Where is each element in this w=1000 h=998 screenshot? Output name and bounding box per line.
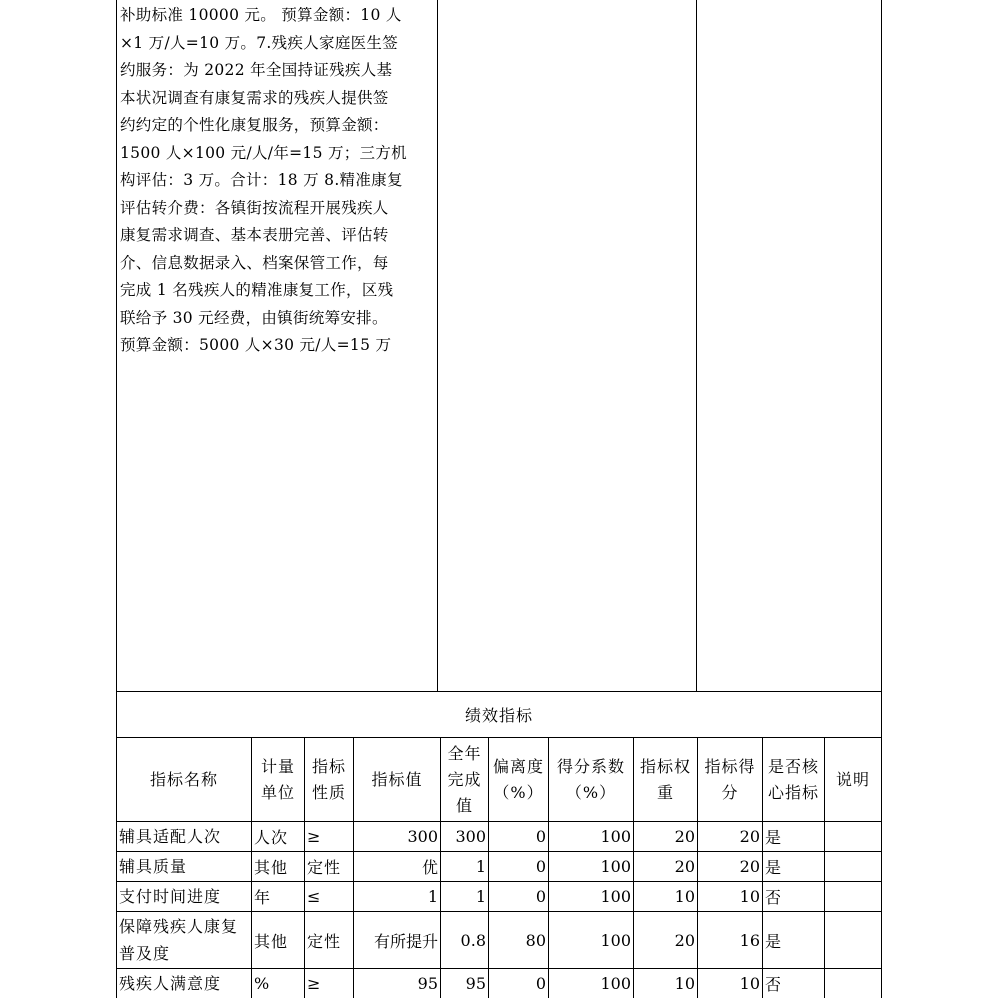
header-line: 分 bbox=[721, 782, 739, 802]
cell-target: 优 bbox=[421, 858, 438, 877]
cell-core: 否 bbox=[765, 888, 783, 907]
cell-core: 否 bbox=[765, 975, 783, 994]
cell-target: 1 bbox=[427, 887, 438, 906]
cell-deviation: 80 bbox=[525, 930, 546, 950]
header-line: （%） bbox=[565, 782, 617, 802]
cell-score: 16 bbox=[739, 930, 760, 950]
description-line: 评估转介费：各镇街按流程开展残疾人 bbox=[120, 198, 389, 217]
cell-note bbox=[825, 969, 881, 998]
cell-actual: 0.8 bbox=[460, 930, 486, 950]
cell-weight: 20 bbox=[674, 930, 695, 950]
cell-coefficient: 100 bbox=[600, 857, 631, 876]
cell-name bbox=[117, 882, 251, 911]
cell-coefficient: 100 bbox=[600, 974, 631, 993]
cell-unit: % bbox=[254, 974, 271, 993]
cell-nature: ≥ bbox=[307, 827, 322, 846]
description-line: 约约定的个性化康复服务，预算金额： bbox=[120, 116, 389, 134]
cell-nature: ≤ bbox=[307, 887, 322, 906]
description-line: 康复需求调查、基本表册完善、评估转 bbox=[120, 226, 389, 244]
section-title: 绩效指标 bbox=[464, 706, 533, 725]
description-line: 补助标准 10000 元。 预算金额：10 人 bbox=[120, 6, 402, 24]
cell-core: 是 bbox=[765, 931, 783, 951]
header-name bbox=[117, 738, 251, 821]
cell-note bbox=[825, 912, 881, 968]
header-nature bbox=[305, 738, 353, 821]
cell-score: 20 bbox=[739, 827, 760, 846]
cell-deviation: 0 bbox=[535, 974, 546, 993]
indicator-name-line: 残疾人满意度 bbox=[119, 974, 222, 993]
cell-name bbox=[117, 822, 251, 851]
header-line: 全年 bbox=[447, 743, 482, 763]
indicator-name-line: 辅具适配人次 bbox=[119, 827, 222, 846]
header-line: 值 bbox=[455, 795, 473, 815]
cell-unit: 人次 bbox=[254, 828, 289, 847]
cell-note bbox=[825, 852, 881, 881]
header-score bbox=[698, 738, 762, 821]
header-unit bbox=[252, 738, 304, 821]
header-weight bbox=[634, 738, 697, 821]
divider-upper-2 bbox=[696, 0, 697, 692]
header-line: 指标值 bbox=[371, 769, 423, 789]
header-line: （%） bbox=[493, 782, 544, 802]
header-actual bbox=[441, 738, 488, 821]
header-line: 是否核 bbox=[767, 756, 819, 776]
header-line: 偏离度 bbox=[492, 756, 544, 776]
cell-note bbox=[825, 822, 881, 851]
budget-description bbox=[120, 2, 436, 360]
header-line: 单位 bbox=[260, 782, 295, 802]
cell-unit: 其他 bbox=[254, 858, 289, 877]
header-deviation bbox=[489, 738, 548, 821]
cell-actual: 1 bbox=[475, 857, 486, 876]
cell-unit: 年 bbox=[254, 888, 272, 907]
cell-weight: 10 bbox=[674, 887, 695, 906]
cell-actual: 1 bbox=[475, 887, 486, 906]
cell-note bbox=[825, 882, 881, 911]
header-line: 指标 bbox=[311, 756, 346, 776]
divider-upper-1 bbox=[437, 0, 438, 692]
cell-actual: 300 bbox=[455, 827, 486, 846]
border-right bbox=[881, 0, 882, 998]
header-coefficient bbox=[549, 738, 633, 821]
header-target bbox=[354, 738, 440, 821]
cell-name bbox=[117, 852, 251, 881]
header-line: 指标权 bbox=[639, 756, 691, 776]
cell-weight: 10 bbox=[674, 974, 695, 993]
cell-score: 10 bbox=[739, 974, 760, 993]
cell-score: 20 bbox=[739, 857, 760, 876]
cell-score: 10 bbox=[739, 887, 760, 906]
cell-deviation: 0 bbox=[535, 827, 546, 846]
cell-unit: 其他 bbox=[254, 931, 289, 951]
cell-weight: 20 bbox=[674, 827, 695, 846]
cell-actual: 95 bbox=[465, 974, 486, 993]
description-line: 预算金额：5000 人×30 元/人=15 万 bbox=[120, 336, 392, 354]
cell-name bbox=[117, 969, 251, 998]
description-line: 约服务：为 2022 年全国持证残疾人基 bbox=[120, 61, 393, 79]
cell-target: 有所提升 bbox=[373, 931, 438, 951]
description-line: 联给予 30 元经费，由镇街统筹安排。 bbox=[120, 308, 388, 327]
cell-deviation: 0 bbox=[535, 857, 546, 876]
indicator-name-line: 保障残疾人康复 bbox=[119, 917, 239, 936]
header-line: 说明 bbox=[835, 769, 870, 789]
indicator-name-line: 辅具质量 bbox=[119, 857, 188, 876]
cell-core: 是 bbox=[765, 858, 783, 877]
header-line: 得分系数 bbox=[556, 756, 625, 776]
description-line: 1500 人×100 元/人/年=15 万；三方机 bbox=[120, 143, 407, 162]
header-line: 心指标 bbox=[767, 782, 819, 802]
description-line: 构评估：3 万。合计：18 万 8.精准康复 bbox=[120, 171, 403, 189]
header-line: 完成 bbox=[447, 769, 482, 789]
cell-target: 95 bbox=[417, 974, 438, 993]
header-line: 计量 bbox=[260, 756, 295, 776]
header-core bbox=[763, 738, 824, 821]
cell-nature: 定性 bbox=[307, 858, 342, 877]
cell-coefficient: 100 bbox=[600, 827, 631, 846]
cell-core: 是 bbox=[765, 828, 783, 847]
cell-deviation: 0 bbox=[535, 887, 546, 906]
cell-target: 300 bbox=[407, 827, 438, 846]
description-line: ×1 万/人=10 万。7.残疾人家庭医生签 bbox=[120, 33, 399, 52]
description-line: 介、信息数据录入、档案保管工作，每 bbox=[120, 253, 389, 272]
header-line: 性质 bbox=[311, 782, 346, 802]
header-line: 指标名称 bbox=[149, 769, 218, 789]
header-note bbox=[825, 738, 881, 821]
cell-nature: 定性 bbox=[307, 931, 342, 951]
cell-name bbox=[117, 912, 251, 968]
description-line: 完成 1 名残疾人的精准康复工作，区残 bbox=[120, 281, 394, 299]
cell-coefficient: 100 bbox=[600, 887, 631, 906]
description-line: 本状况调查有康复需求的残疾人提供签 bbox=[120, 88, 389, 107]
header-line: 重 bbox=[656, 782, 674, 802]
indicator-name-line: 支付时间进度 bbox=[119, 887, 222, 906]
cell-coefficient: 100 bbox=[600, 930, 631, 950]
header-line: 指标得 bbox=[704, 756, 756, 776]
indicator-name-line: 普及度 bbox=[119, 944, 171, 963]
cell-weight: 20 bbox=[674, 857, 695, 876]
cell-nature: ≥ bbox=[307, 974, 322, 993]
